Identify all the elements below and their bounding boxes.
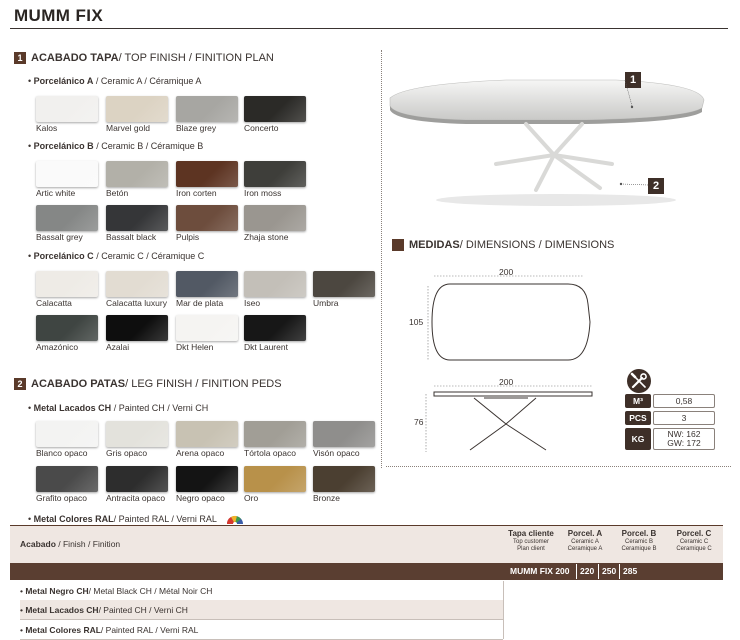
swatch-concerto bbox=[244, 96, 306, 122]
swatch-label: Zhaja stone bbox=[244, 232, 289, 242]
subheading-rest: / Painted CH / Verni CH bbox=[111, 403, 209, 413]
finish-heading-bold: Acabado bbox=[20, 539, 56, 549]
swatch-iron-corten bbox=[176, 161, 238, 187]
gross-weight: GW: 172 bbox=[667, 438, 701, 448]
subheading-rest: / Ceramic B / Céramique B bbox=[93, 141, 204, 151]
col-title: Porcel. B bbox=[621, 529, 657, 538]
swatch-iron-moss bbox=[244, 161, 306, 187]
swatch-antracita-opaco bbox=[106, 466, 168, 492]
net-weight: NW: 162 bbox=[667, 429, 701, 439]
swatch-vis-n-opaco bbox=[313, 421, 375, 447]
col-sub: Ceramique C bbox=[676, 546, 712, 552]
row-rest: / Painted CH / Verni CH bbox=[98, 604, 188, 615]
col-title: Porcel. C bbox=[676, 529, 712, 538]
table-row: • Metal Negro CH / Metal Black CH / Métal Noir CH bbox=[20, 581, 503, 601]
painted-ch-heading: • Metal Lacados CH / Painted CH / Verni CH bbox=[28, 403, 209, 413]
color-palette-icon bbox=[225, 512, 245, 526]
col-title: Porcel. A bbox=[567, 529, 603, 538]
col-sub: Ceramic A bbox=[571, 539, 599, 545]
callout-leaders bbox=[600, 80, 660, 190]
subheading-bold: Porcelánico B bbox=[33, 141, 94, 151]
heading-bold: ACABADO PATAS bbox=[31, 378, 126, 390]
swatch-blanco-opaco bbox=[36, 421, 98, 447]
swatch-calacatta-luxury bbox=[106, 271, 168, 297]
col-ceramic-c bbox=[666, 529, 722, 553]
col-sub: Ceramic C bbox=[679, 539, 709, 545]
finish-heading-rest: / Finish / Finition bbox=[55, 539, 121, 549]
swatch-arena-opaco bbox=[176, 421, 238, 447]
col-ceramic-b bbox=[611, 529, 667, 553]
swatch-t-rtola-opaco bbox=[244, 421, 306, 447]
swatch-label: Betón bbox=[106, 188, 129, 198]
swatch-dkt-laurent bbox=[244, 315, 306, 341]
swatch-label: Concerto bbox=[244, 123, 279, 133]
m3-value: 0,58 bbox=[653, 394, 715, 408]
m3-label: M³ bbox=[625, 394, 651, 408]
swatch-label: Iron corten bbox=[176, 188, 217, 198]
swatch-bassalt-black bbox=[106, 205, 168, 231]
side-height-label: 76 bbox=[414, 417, 424, 427]
plan-width-label: 200 bbox=[499, 267, 514, 277]
price-divider bbox=[576, 564, 577, 579]
subheading-bold: Metal Lacados CH bbox=[33, 403, 112, 413]
dimensions-marker bbox=[392, 239, 404, 251]
subheading-bold: Metal Colores RAL bbox=[33, 514, 114, 524]
swatch-grafito-opaco bbox=[36, 466, 98, 492]
col-sub: Ceramic B bbox=[624, 539, 653, 545]
callout-top: 1 bbox=[625, 72, 641, 88]
vertical-divider bbox=[381, 50, 382, 468]
swatch-label: Negro opaco bbox=[176, 493, 225, 503]
col-sub: Ceramique B bbox=[621, 546, 657, 552]
swatch-artic-white bbox=[36, 161, 98, 187]
callout-legs: 2 bbox=[648, 178, 664, 194]
price-c: 285 bbox=[623, 566, 638, 576]
leg-finish-heading bbox=[14, 378, 282, 390]
price-a: 220 bbox=[580, 566, 595, 576]
ceramic-b-heading: • Porcelánico B / Ceramic B / Céramique B bbox=[28, 141, 204, 151]
swatch-label: Calacatta bbox=[36, 298, 72, 308]
swatch-label: Artic white bbox=[36, 188, 76, 198]
swatch-label: Dkt Helen bbox=[176, 342, 214, 352]
swatch-calacatta bbox=[36, 271, 98, 297]
swatch-bet-n bbox=[106, 161, 168, 187]
swatch-azalai bbox=[106, 315, 168, 341]
swatch-label: Oro bbox=[244, 493, 259, 503]
plan-view-drawing bbox=[410, 264, 610, 368]
swatch-dkt-helen bbox=[176, 315, 238, 341]
heading-rest: / LEG FINISH / FINITION PEDS bbox=[125, 378, 282, 390]
subheading-bold: Porcelánico C bbox=[33, 251, 94, 261]
price-b: 250 bbox=[602, 566, 617, 576]
col-sub: Top customer bbox=[512, 539, 549, 545]
swatch-umbra bbox=[313, 271, 375, 297]
side-view-drawing bbox=[410, 380, 610, 460]
wrench-screwdriver-icon bbox=[626, 368, 652, 394]
swatch-label: Kalos bbox=[36, 123, 58, 133]
price-divider bbox=[619, 564, 620, 579]
heading-rest: / TOP FINISH / FINITION PLAN bbox=[118, 52, 274, 64]
ceramic-c-heading: • Porcelánico C / Ceramic C / Céramique C bbox=[28, 251, 205, 261]
swatch-iseo bbox=[244, 271, 306, 297]
col-sub: Ceramique A bbox=[567, 546, 603, 552]
swatch-label: Mar de plata bbox=[176, 298, 224, 308]
plan-depth-label: 105 bbox=[409, 317, 424, 327]
table-row: • Metal Colores RAL / Painted RAL / Verni RAL bbox=[20, 620, 503, 640]
row-bold: Metal Lacados CH bbox=[25, 604, 99, 615]
swatch-label: Dkt Laurent bbox=[244, 342, 288, 352]
section-number-badge: 1 bbox=[14, 52, 26, 64]
swatch-label: Grafito opaco bbox=[36, 493, 88, 503]
swatch-label: Blanco opaco bbox=[36, 448, 88, 458]
subheading-bold: Porcelánico A bbox=[33, 76, 94, 86]
row-rest: / Metal Black CH / Métal Noir CH bbox=[88, 585, 213, 596]
heading-bold: MEDIDAS bbox=[409, 239, 460, 251]
top-finish-heading bbox=[14, 52, 274, 64]
page-title: MUMM FIX bbox=[14, 6, 104, 25]
table-vertical-rule bbox=[503, 581, 504, 639]
swatch-label: Pulpis bbox=[176, 232, 200, 242]
row-bold: Metal Colores RAL bbox=[25, 624, 101, 635]
subheading-rest: / Ceramic C / Céramique C bbox=[93, 251, 205, 261]
swatch-bassalt-grey bbox=[36, 205, 98, 231]
table-row: • Metal Lacados CH / Painted CH / Verni CH bbox=[20, 600, 503, 620]
swatch-label: Bassalt black bbox=[106, 232, 157, 242]
price-divider bbox=[598, 564, 599, 579]
swatch-label: Bronze bbox=[313, 493, 340, 503]
painted-ral-heading: • Metal Colores RAL / Painted RAL / Verni RAL bbox=[28, 512, 245, 526]
swatch-label: Azalai bbox=[106, 342, 130, 352]
swatch-label: Marvel gold bbox=[106, 123, 150, 133]
heading-bold: ACABADO TAPA bbox=[31, 52, 119, 64]
kg-label: KG bbox=[625, 428, 651, 450]
swatch-label: Calacatta luxury bbox=[106, 298, 167, 308]
swatch-negro-opaco bbox=[176, 466, 238, 492]
kg-value bbox=[653, 428, 715, 450]
swatch-zhaja-stone bbox=[244, 205, 306, 231]
swatch-label: Tórtola opaco bbox=[244, 448, 296, 458]
title-rule bbox=[10, 28, 728, 29]
swatch-label: Umbra bbox=[313, 298, 339, 308]
swatch-label: Blaze grey bbox=[176, 123, 217, 133]
swatch-label: Gris opaco bbox=[106, 448, 148, 458]
swatch-mar-de-plata bbox=[176, 271, 238, 297]
ceramic-a-heading: • Porcelánico A / Ceramic A / Céramique A bbox=[28, 76, 202, 86]
subheading-rest: / Painted RAL / Verni RAL bbox=[113, 514, 217, 524]
swatch-blaze-grey bbox=[176, 96, 238, 122]
section-number-badge: 2 bbox=[14, 378, 26, 390]
swatch-amaz-nico bbox=[36, 315, 98, 341]
subheading-rest: / Ceramic A / Céramique A bbox=[93, 76, 202, 86]
swatch-bronze bbox=[313, 466, 375, 492]
swatch-label: Amazónico bbox=[36, 342, 79, 352]
col-sub: Plan client bbox=[517, 546, 545, 552]
swatch-label: Iron moss bbox=[244, 188, 282, 198]
swatch-label: Arena opaco bbox=[176, 448, 225, 458]
col-customer-top bbox=[501, 529, 561, 553]
dimensions-heading bbox=[392, 239, 614, 251]
col-ceramic-a bbox=[557, 529, 613, 553]
swatch-label: Antracita opaco bbox=[106, 493, 166, 503]
horizontal-divider bbox=[386, 466, 731, 467]
table-finish-heading bbox=[20, 539, 120, 549]
row-bold: Metal Negro CH bbox=[25, 585, 89, 596]
pcs-label: PCS bbox=[625, 411, 651, 425]
swatch-label: Bassalt grey bbox=[36, 232, 83, 242]
swatch-marvel-gold bbox=[106, 96, 168, 122]
swatch-pulpis bbox=[176, 205, 238, 231]
heading-rest: / DIMENSIONS / DIMENSIONS bbox=[459, 239, 615, 251]
swatch-label: Visón opaco bbox=[313, 448, 360, 458]
col-title: Tapa cliente bbox=[508, 529, 554, 538]
side-width-label: 200 bbox=[499, 377, 514, 387]
pcs-value: 3 bbox=[653, 411, 715, 425]
swatch-kalos bbox=[36, 96, 98, 122]
swatch-gris-opaco bbox=[106, 421, 168, 447]
row-rest: / Painted RAL / Verni RAL bbox=[100, 624, 199, 635]
swatch-label: Iseo bbox=[244, 298, 261, 308]
model-name: MUMM FIX 200 bbox=[510, 566, 570, 576]
swatch-oro bbox=[244, 466, 306, 492]
